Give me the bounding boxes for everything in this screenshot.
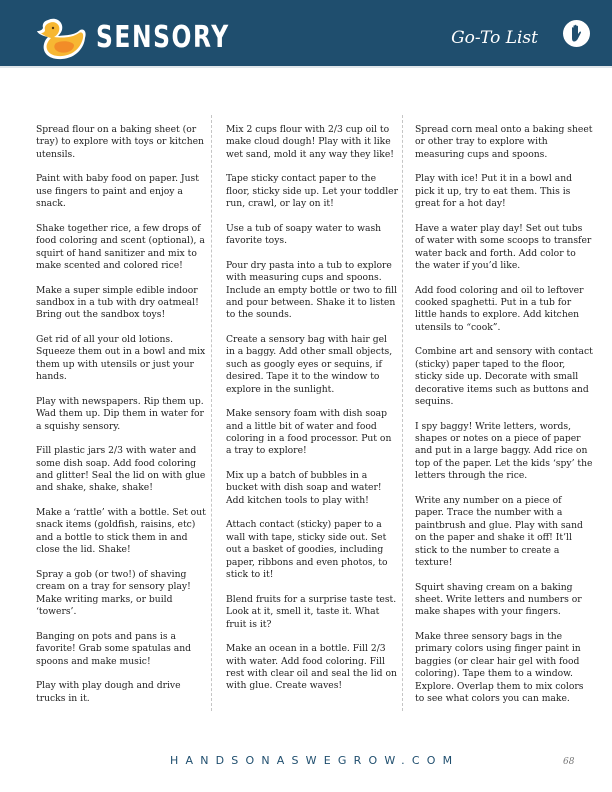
- activity-item: Write any number on a piece of paper. Trace the number with a paintbrush and glue. Play with sand on the paper and shake it off! It’ll stick to the number to create a texture!: [415, 494, 583, 568]
- page-number: 68: [563, 757, 575, 767]
- duck-icon: [34, 16, 88, 62]
- activity-item: Spread flour on a baking sheet (or tray) to explore with toys or kitchen utensils.: [36, 124, 204, 160]
- activity-item: Play with play dough and drive trucks in it.: [36, 680, 181, 704]
- activity-item: Use a tub of soapy water to wash favorite toys.: [226, 222, 382, 247]
- column-divider: [211, 115, 212, 711]
- activity-item: Make a ‘rattle’ with a bottle. Set out snack items (goldfish, raisins, etc) and a bottle to stick them in and close the lid. Shake!: [36, 507, 206, 556]
- header-divider: [0, 66, 612, 68]
- activity-item: Shake together rice, a few drops of food coloring and scent (optional), a squirt of hand sanitizer and mix to make scented and colored rice!: [36, 222, 205, 272]
- activity-item: Have a water play day! Set out tubs of water with some scoops to transfer water back and forth. Add color to the water if you’d like.: [415, 222, 592, 272]
- activity-item: Mix up a batch of bubbles in a bucket with dish soap and water! Add kitchen tools to play with!: [226, 470, 382, 506]
- activity-column-2: [226, 124, 398, 705]
- activity-item: Paint with baby food on paper. Just use fingers to paint and enjoy a snack.: [36, 173, 199, 210]
- activity-item: Make a super simple edible indoor sandbox in a tub with dry oatmeal! Bring out the sandbox toys!: [36, 284, 199, 321]
- activity-item: Make an ocean in a bottle. Fill 2/3 with water. Add food coloring. Fill rest with clear oil and seal the lid on with glue. Create waves!: [226, 643, 397, 692]
- activity-item: Make sensory foam with dish soap and a little bit of water and food coloring in a food processor. Put on a tray to explore!: [226, 408, 392, 457]
- activity-item: Add food coloring and oil to leftover cooked spaghetti. Put in a tub for little hands to explore. Add kitchen utensils to “cook”.: [415, 284, 584, 333]
- activity-item: Banging on pots and pans is a favorite! Grab some spatulas and spoons and make music!: [36, 630, 192, 667]
- hand-icon: [563, 20, 590, 47]
- activity-item: Mix 2 cups flour with 2/3 cup oil to make cloud dough! Play with it like wet sand, mold it any way they like!: [226, 124, 394, 160]
- activity-item: Play with ice! Put it in a bowl and pick it up, try to eat them. This is great for a hot day!: [415, 173, 573, 210]
- activity-column-1: [36, 124, 206, 717]
- activity-item: I spy baggy! Write letters, words, shapes or notes on a piece of paper and put in a large baggy. Add rice on top of the paper. Let the kids ‘spy’ the letters through the rice.: [415, 420, 593, 482]
- activity-item: Spray a gob (or two!) of shaving cream on a tray for sensory play! Make writing marks, or build ‘towers’.: [36, 568, 191, 618]
- activity-item: Attach contact (sticky) paper to a wall with tape, sticky side out. Set out a basket of goodies, including paper, ribbons and even photos, to stick to it!: [226, 519, 388, 581]
- activity-item: Tape sticky contact paper to the floor, sticky side up. Let your toddler run, crawl, or lay on it!: [226, 173, 398, 210]
- activity-item: Blend fruits for a surprise taste test. Look at it, smell it, taste it. What fruit is it?: [226, 593, 397, 630]
- activity-item: Get rid of all your old lotions. Squeeze them out in a bowl and mix them up with utensils or just your hands.: [36, 334, 206, 383]
- activity-item: Play with newspapers. Rip them up. Wad them up. Dip them in water for a squishy sensory.: [36, 395, 204, 432]
- activity-item: Spread corn meal onto a baking sheet or other tray to explore with measuring cups and spoons.: [415, 124, 593, 160]
- activity-column-3: [415, 124, 593, 718]
- brand-title: SENSORY: [96, 20, 230, 55]
- website-link[interactable]: HANDSONASWEGROW.COM: [170, 754, 460, 767]
- column-divider: [402, 115, 403, 711]
- activity-item: Pour dry pasta into a tub to explore with measuring cups and spoons. Include an empty bottle or two to fill and pour between. Shake it to listen to the sounds.: [226, 259, 398, 321]
- header-subtitle: Go-To List: [451, 28, 538, 48]
- activity-item: Make three sensory bags in the primary colors using finger paint in baggies (or clear hair gel with food coloring). Tape them to a window. Explore. Overlap them to mix colors to see what colors you can make.: [415, 630, 584, 704]
- page-header: [0, 0, 612, 66]
- activity-item: Fill plastic jars 2/3 with water and some dish soap. Add food coloring and glitter! Seal the lid on with glue and shake, shake, shake!: [36, 445, 206, 494]
- activity-item: Combine art and sensory with contact (sticky) paper taped to the floor, sticky side up. Decorate with small decorative items such as buttons and sequins.: [415, 346, 593, 408]
- activity-item: Create a sensory bag with hair gel in a baggy. Add other small objects, such as googly eyes or sequins, if desired. Tape it to the window to explore in the sunlight.: [226, 334, 393, 395]
- activity-item: Squirt shaving cream on a baking sheet. Write letters and numbers or make shapes with your fingers.: [415, 581, 582, 618]
